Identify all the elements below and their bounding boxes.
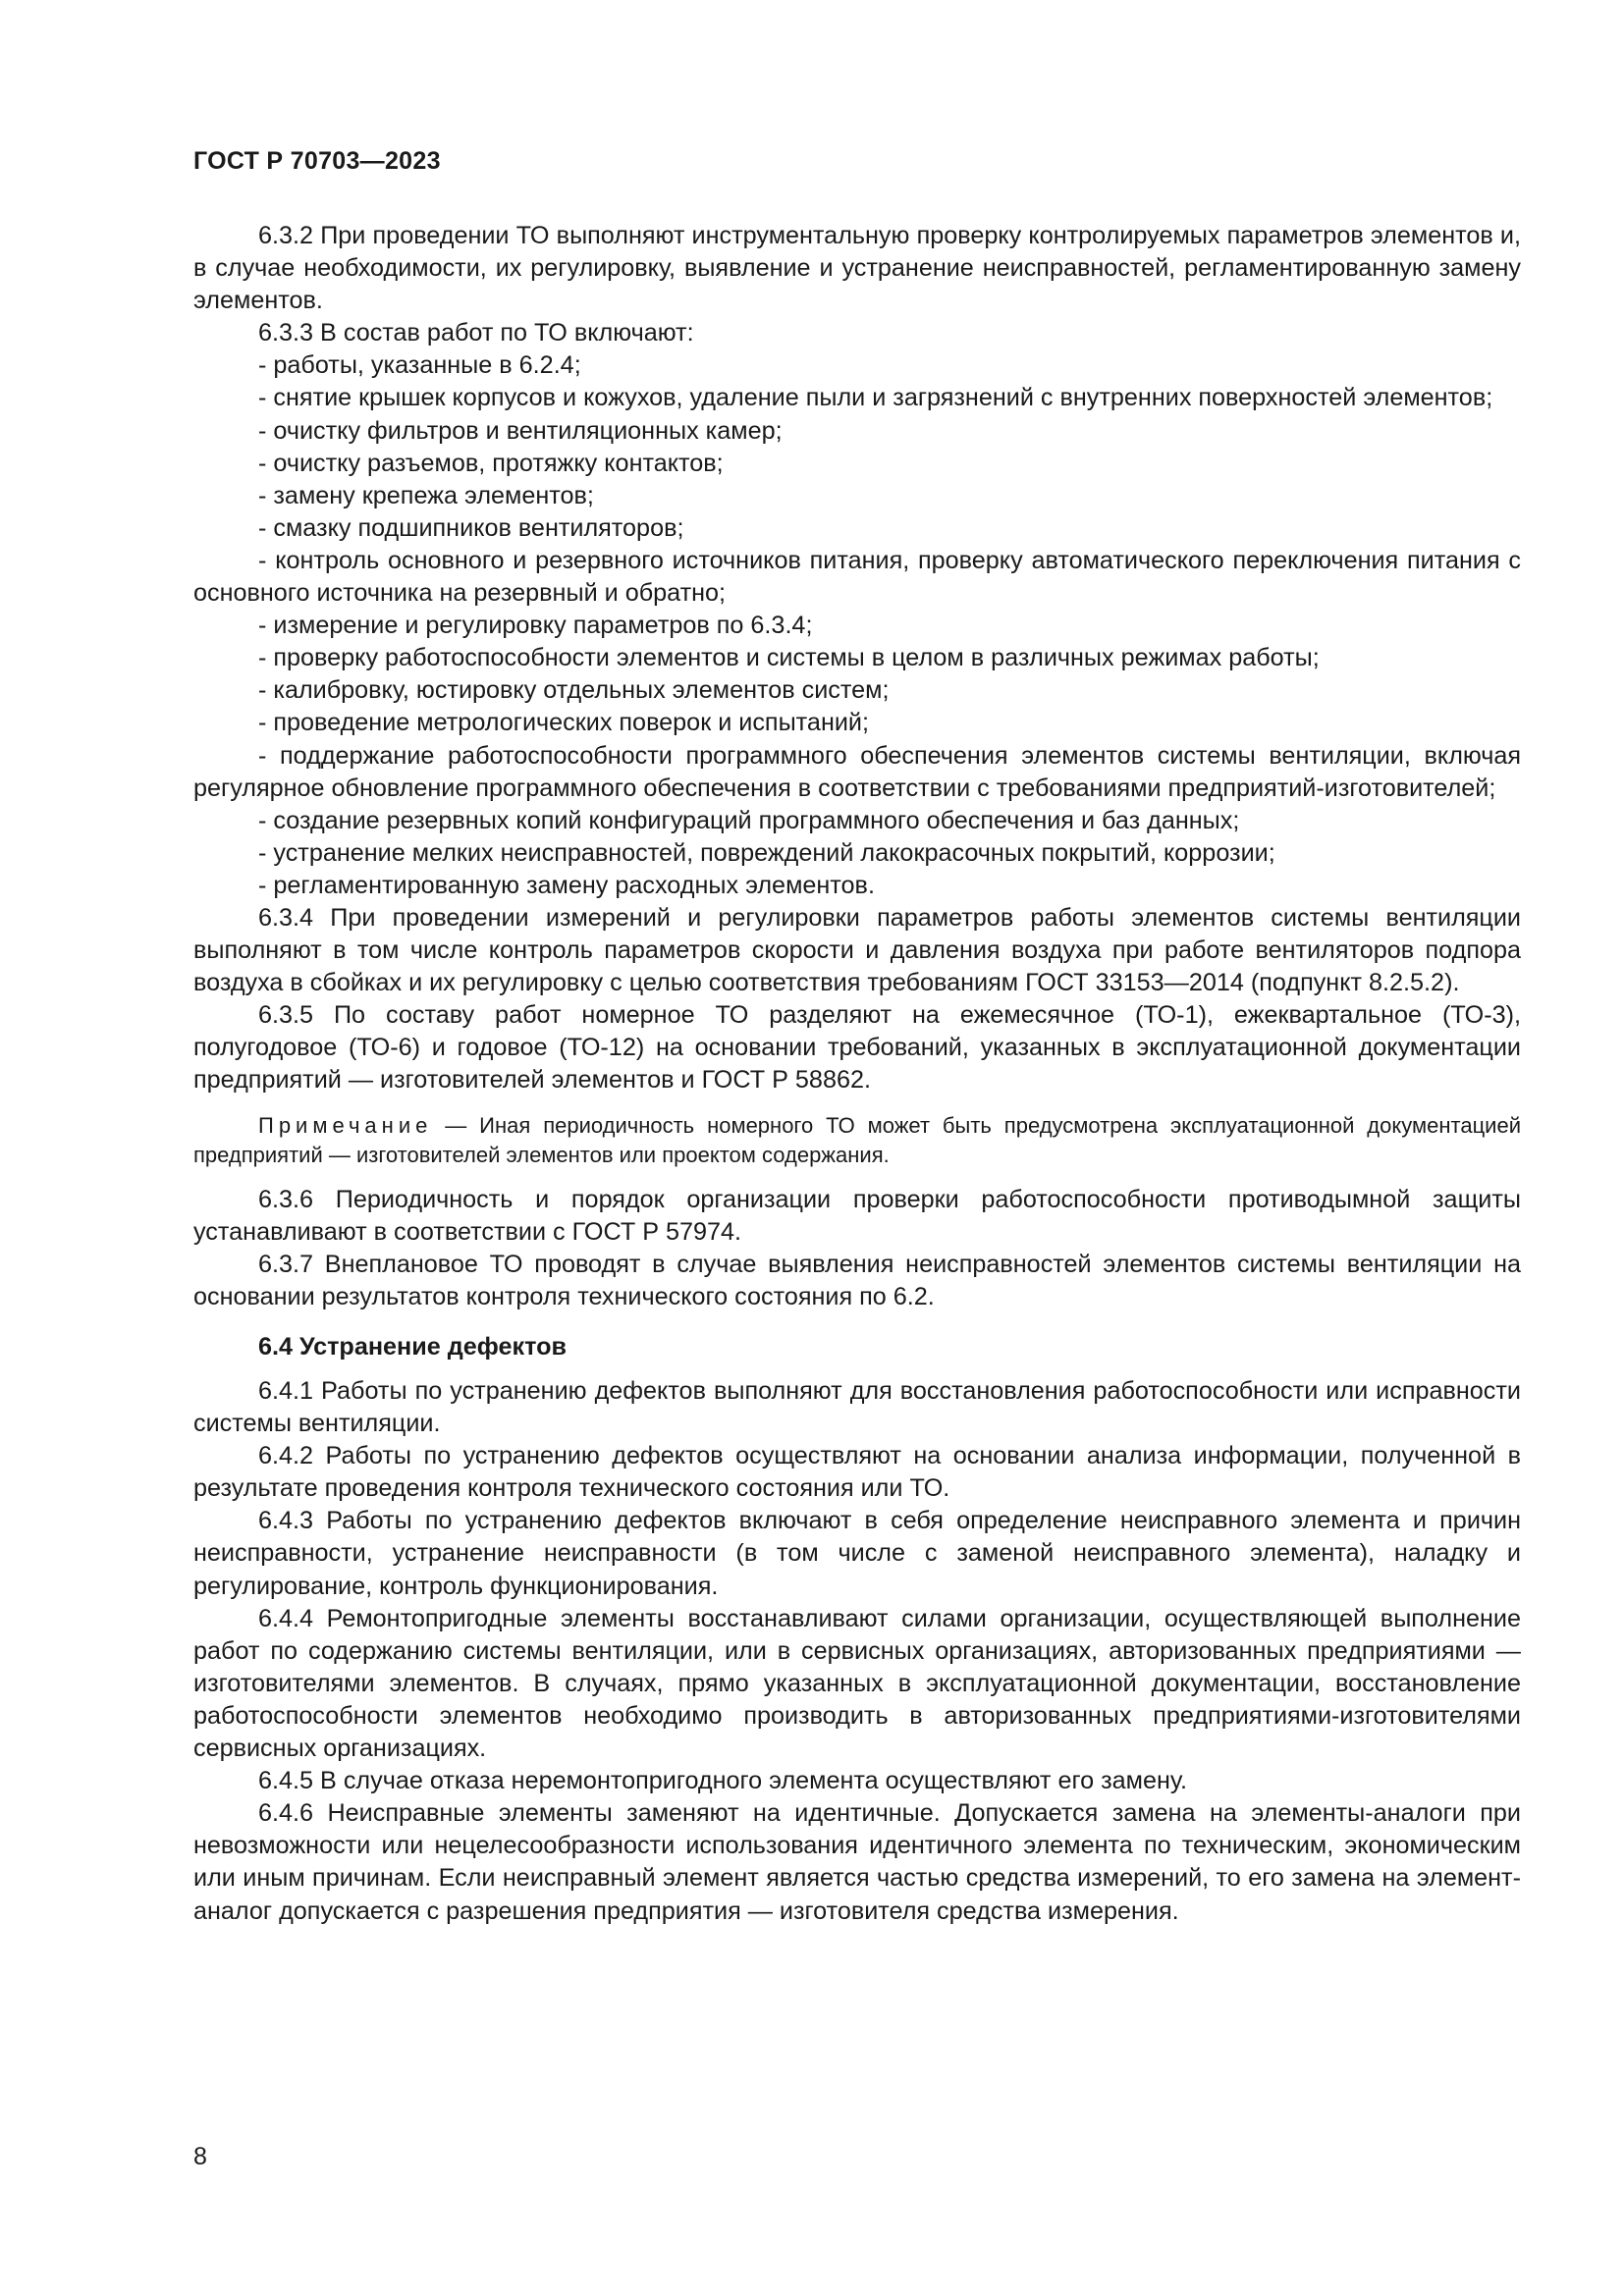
paragraph-6-4-3: 6.4.3 Работы по устранению дефектов включают в себя определение неисправного элемента и причин неисправности, устранение неисправности (в том числе с заменой неисправного элемента), наладку и регулирование, контроль функционирования. (193, 1507, 1521, 1600)
paragraph-6-3-7: 6.3.7 Внеплановое ТО проводят в случае выявления неисправностей элементов системы вентиляции на основании результатов контроля технического состояния по 6.2. (193, 1250, 1521, 1310)
section-title-6-4: 6.4 Устранение дефектов (258, 1332, 567, 1361)
paragraph-6-3-4: 6.3.4 При проведении измерений и регулировки параметров работы элементов системы вентиляции выполняют в том числе контроль параметров скорости и давления воздуха при работе вентиляторов подпора воздуха в сбойках и их регулировку с целью соответствия требованиям ГОСТ 33153—2014 (подпункт 8.2.5.2). (193, 903, 1521, 997)
paragraph-6-4-2: 6.4.2 Работы по устранению дефектов осуществляют на основании анализа информации, полученной в результате проведения контроля технического состояния или ТО. (193, 1442, 1521, 1503)
list-item: - поддержание работоспособности программного обеспечения элементов системы вентиляции, включая регулярное обновление программного обеспечения в соответствии с требованиями предприятий-изготовителей; (193, 741, 1521, 802)
paragraph-6-3-2: 6.3.2 При проведении ТО выполняют инструментальную проверку контролируемых параметров элементов и, в случае необходимости, их регулировку, выявление и устранение неисправностей, регламентированную замену элементов. (193, 222, 1521, 315)
document-body (193, 220, 1521, 1928)
list-item: - измерение и регулировку параметров по 6.3.4; (258, 612, 813, 640)
paragraph-6-3-3: 6.3.3 В состав работ по ТО включают: (258, 319, 694, 347)
list-item: - снятие крышек корпусов и кожухов, удаление пыли и загрязнений с внутренних поверхностей элементов; (258, 384, 1493, 412)
list-item: - устранение мелких неисправностей, повреждений лакокрасочных покрытий, коррозии; (258, 838, 1275, 867)
paragraph-6-4-4: 6.4.4 Ремонтопригодные элементы восстанавливают силами организации, осуществляющей выполнение работ по содержанию системы вентиляции, или в сервисных организациях, авторизованных предприятиями — изготовителями элементов. В случаях, прямо указанных в эксплуатационной документации, восстановление работоспособности элементов необходимо производить в авторизованных предприятиями-изготовителями сервисных организациях. (193, 1604, 1521, 1763)
list-item: - очистку фильтров и вентиляционных камер; (258, 416, 783, 445)
paragraph-6-4-1: 6.4.1 Работы по устранению дефектов выполняют для восстановления работоспособности или исправности системы вентиляции. (193, 1377, 1521, 1438)
note-label: Примечание (258, 1112, 433, 1138)
paragraph-6-3-6: 6.3.6 Периодичность и порядок организации проверки работоспособности противодымной защиты устанавливают в соответствии с ГОСТ Р 57974. (193, 1185, 1521, 1246)
list-item: - очистку разъемов, протяжку контактов; (258, 449, 724, 477)
list-item: - работы, указанные в 6.2.4; (258, 351, 581, 380)
paragraph-6-4-5: 6.4.5 В случае отказа неремонтопригодного элемента осуществляют его замену. (258, 1767, 1187, 1795)
note (193, 1111, 1521, 1170)
list-item: - калибровку, юстировку отдельных элементов систем; (258, 676, 890, 705)
paragraph-6-4-6: 6.4.6 Неисправные элементы заменяют на идентичные. Допускается замена на элементы-аналоги при невозможности или нецелесообразности использования идентичного элемента по техническим, экономическим или иным причинам. Если неисправный элемент является частью средства измерений, то его замена на элемент-аналог допускается с разрешения предприятия — изготовителя средства измерения. (193, 1799, 1521, 1925)
list-item: - контроль основного и резервного источников питания, проверку автоматического переключения питания с основного источника на резервный и обратно; (193, 546, 1521, 608)
list-item: - проверку работоспособности элементов и системы в целом в различных режимах работы; (258, 644, 1320, 672)
page-number: 8 (193, 2143, 207, 2170)
list-item: - проведение метрологических поверок и испытаний; (258, 709, 869, 737)
list-item: - смазку подшипников вентиляторов; (258, 513, 684, 542)
document-header: ГОСТ Р 70703—2023 (193, 147, 441, 175)
list-item: - замену крепежа элементов; (258, 481, 594, 509)
note-text: — Иная периодичность номерного ТО может быть предусмотрена эксплуатационной документацией предприятий — изготовителей элементов или проектом содержания. (193, 1112, 1521, 1167)
paragraph-6-3-5: 6.3.5 По составу работ номерное ТО разделяют на ежемесячное (ТО-1), ежеквартальное (ТО-3), полугодовое (ТО-6) и годовое (ТО-12) на основании требований, указанных в эксплуатационной документации предприятий — изготовителей элементов и ГОСТ Р 58862. (193, 1001, 1521, 1095)
list-item: - регламентированную замену расходных элементов. (258, 871, 875, 899)
list-item: - создание резервных копий конфигураций программного обеспечения и баз данных; (258, 806, 1240, 834)
